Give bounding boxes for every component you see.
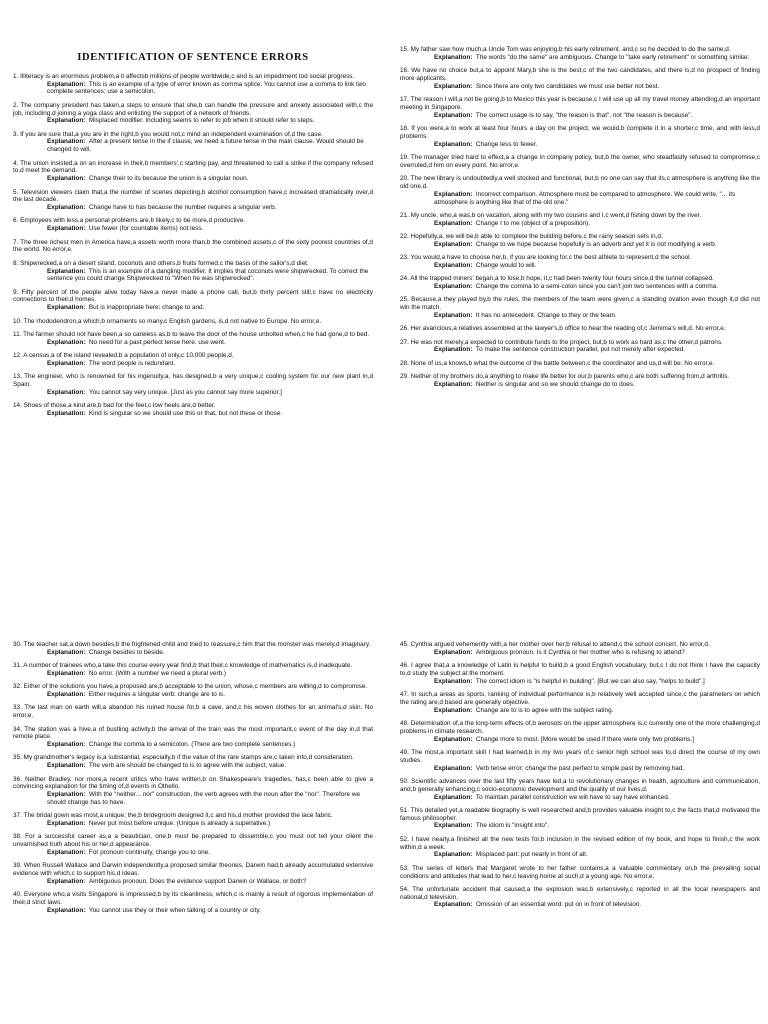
question-item — [400, 233, 760, 249]
question-text: 54. The unfortunate accident that caused,a the explosion was,b extensively,c reported in all the local newspapers and national,d television. — [400, 885, 760, 901]
question-item — [400, 339, 760, 355]
explanation — [13, 175, 373, 183]
explanation-label: Explanation: — [434, 219, 473, 227]
explanation — [400, 283, 760, 291]
question-item — [13, 754, 373, 770]
explanation-label: Explanation: — [434, 346, 473, 354]
explanation-label: Explanation: — [47, 338, 86, 346]
explanation-label: Explanation: — [47, 80, 86, 88]
explanation-text: Misplaced part: put nearly in front of all. — [475, 851, 588, 859]
explanation — [13, 138, 373, 154]
explanation-text: Omission of an essential word: put on in front of television. — [475, 901, 642, 909]
question-item — [400, 325, 760, 333]
explanation-label: Explanation: — [47, 691, 86, 699]
explanation-text: Change besides to beside. — [88, 648, 165, 656]
question-text: 32. Either of the solutions you have,a proposed are,b acceptable to the union, whose,c members are willing,d to compromise. — [13, 683, 368, 691]
question-text: 21. My uncle, who,a was,b on vacation, along with my two cousins and I,c went,d fishing down by the river. — [400, 211, 702, 219]
question-text: 9. Fifty percent of the people alive today have,a never made a phone call, but,b thirty percent still,c have no electricity connections to their,d homes. — [13, 288, 373, 304]
question-item — [13, 402, 373, 418]
explanation-text: This is an example of a type of error known as comma splice. You cannot use a comma to link two complete sentences; use a semicolon. — [47, 80, 366, 96]
explanation-text: The word people is redundant. — [88, 359, 176, 367]
explanation-text: Kind is singular so we should use this or that, but not these or those. — [88, 409, 283, 417]
question-text: 53. The series of letters that Margaret wrote to her father contains,a a valuable commentary on,b the prevailing social conditions and attitudes that lead to her,c leaving home at such,d a young age. No error,e. — [400, 864, 760, 880]
explanation-label: Explanation: — [434, 190, 473, 198]
question-item — [400, 46, 760, 62]
question-text: 22. Hopefully,a, we will be,b able to complete the building before,c the rainy season sets in,d. — [400, 232, 663, 240]
question-text: 13. The engineer, who is renowned for his ingenuity,a, has designed,b a very unique,c cooling system for our new plant in,d Spain. — [13, 373, 373, 388]
explanation-text: The correct usage is to say, "the reason is that", not "the reason is because". — [475, 111, 693, 119]
question-text: 28. None of us,a knows,b what the outcome of the battle between,c the coordinator and us,d will be. No error,e. — [400, 359, 715, 367]
question-text: 27. He was not merely,a expected to contribute funds to the project, but,b to work as hard as,c the other,d patrons. — [400, 338, 723, 346]
explanation-text: Change have to has because the number requires a singular verb. — [88, 204, 277, 212]
question-text: 40. Everyone who,a visits Singapore is impressed,b by its cleanliness, which,c is mainly a result of rigorous implementation of their,d strict laws. — [13, 891, 373, 907]
explanation — [400, 794, 760, 802]
explanation-label: Explanation: — [434, 677, 473, 685]
question-text: 38. For a successful career as,a a beautician, one,b must be prepared to dissemble,c you must not tell your client the unvarnished truth about his or her,d appearance. — [13, 833, 373, 849]
explanation-label: Explanation: — [47, 820, 86, 828]
explanation-label: Explanation: — [47, 849, 86, 857]
question-text: 17. The reason I will,a not be going,b to Mexico this year is because,c I will use up all my travel money attending,d an important meeting in Singapore. — [400, 96, 760, 111]
explanation-text: The words "do the same" are ambiguous. Change to "take early retirement" or something similar. — [475, 53, 750, 61]
question-text: 29. Neither of my brothers do,a anything to make life better for our,b parents who,c are both suffering from,d arthritis. — [400, 373, 730, 380]
question-item — [13, 189, 373, 212]
explanation — [13, 204, 373, 212]
question-item — [13, 726, 373, 749]
question-item — [13, 833, 373, 856]
question-text: 48. Determination of,a the long-term effects of,b aerosols on the upper atmosphere is,c currently one of the more challenging,d problems in climate research. — [400, 720, 760, 735]
question-text: 12. A census,a of the island revealed,b a population of only,c 10,000 people,d. — [13, 352, 234, 360]
explanation-text: This is an example of a dangling modifier. It implies that coconuts were shipwrecked. To correct the sentence you could change Shipwrecked to "When he was shipwrecked". — [47, 267, 369, 283]
question-text: 26. Her avaricious,a relatives assembled at the lawyer's,b office to hear the reading of,c Jemima's will,d. No error,e. — [400, 325, 726, 333]
question-text: 45. Cynthia argued vehemently with,a her mother over her,b refusal to attend,c the school concert. No error,d. — [400, 641, 710, 648]
column-questions-30-40 — [13, 641, 373, 920]
question-text: 36. Neither Bradley, nor more,a recent critics who have written,b on Shakespeare's tragedies, has,c been able to give a convincing explanation for the timing of,d events in Othello. — [13, 775, 373, 791]
question-item — [13, 239, 373, 255]
question-item — [400, 212, 760, 228]
explanation-label: Explanation: — [434, 706, 473, 714]
explanation-text: Change would to will. — [475, 261, 537, 269]
explanation-label: Explanation: — [434, 735, 473, 743]
question-item — [13, 102, 373, 125]
explanation — [400, 83, 760, 91]
explanation-label: Explanation: — [47, 175, 86, 183]
explanation-label: Explanation: — [47, 409, 86, 417]
explanation-text: The idiom is "insight into". — [475, 822, 550, 830]
explanation-text: Neither is singular and so we should change do to does. — [475, 380, 635, 388]
explanation-text: To make the sentence construction parallel, put not merely after expected. — [475, 346, 686, 354]
explanation-label: Explanation: — [47, 225, 86, 233]
explanation-text: It has no antecedent. Change to they or the team. — [475, 311, 617, 319]
explanation — [13, 117, 373, 125]
explanation — [400, 649, 760, 657]
explanation — [400, 191, 760, 207]
question-text: 46. I agree that,a a knowledge of Latin is helpful to build,b a good English vocabulary, but,c I do not think I have the capacity to,d study the subject at the moment. — [400, 662, 760, 677]
explanation-label: Explanation: — [47, 267, 86, 275]
question-text: 47. In such,a areas as sports, ranking of individual performance is,b relatively well accepted since,c the parameters on which the rating are,d based are generally objective. — [400, 691, 760, 706]
explanation-label: Explanation: — [47, 138, 86, 146]
explanation — [13, 304, 373, 312]
question-item — [400, 275, 760, 291]
explanation-text: Either requires a singular verb: change are to is. — [88, 691, 225, 699]
explanation-text: Change I to me (object of a preposition). — [475, 219, 590, 227]
explanation — [13, 907, 373, 915]
explanation — [13, 649, 373, 657]
question-text: 7. The three richest men in America have,a assets worth more than,b the combined assets,c of the sixty poorest countries of,d the world. No error,e. — [13, 238, 373, 254]
explanation-text: The correct idiom is "is helpful in building". [But we can also say, "helps to build".] — [475, 677, 705, 685]
question-text: 31. A number of trainees who,a take this course every year find,b that their,c knowledge of mathematics is,d inadequate. — [13, 662, 353, 670]
question-text: 35. My grandmother's legacy is,a substantial, especially,b if the value of the rare stamps are,c taken into,d consideration. — [13, 754, 354, 762]
explanation-text: Since there are only two candidates we must use better not best. — [475, 82, 660, 90]
explanation-label: Explanation: — [47, 791, 86, 799]
question-text: 4. The union insisted,a on an increase in their,b members',c starting pay, and threatened to call a strike if the company refused to,d meet the demand. — [13, 159, 373, 175]
question-item — [13, 862, 373, 885]
explanation-label: Explanation: — [47, 741, 86, 749]
question-text: 50. Scientific advances over the last fifty years have led,a to revolutionary changes in health, agriculture and communication, and,b generally enhancing,c socio-economic development and the quality of our lives,d. — [400, 777, 760, 793]
explanation-text: Change the comma to a semicolon. (There are two complete sentences.) — [88, 741, 296, 749]
question-text: 37. The bridal gown was most,a unique; the,b bridegroom designed it,c and his,d mother provided the lace fabric. — [13, 812, 333, 820]
question-text: 51. This detailed yet,a readable biography is well researched and,b provides valuable insight to,c the facts that,d motivated the famous philosopher. — [400, 806, 760, 822]
explanation-text: Use fewer (for countable items) not less. — [88, 225, 204, 233]
explanation — [400, 765, 760, 773]
explanation-label: Explanation: — [434, 851, 473, 859]
explanation — [13, 820, 373, 828]
explanation-label: Explanation: — [47, 117, 86, 125]
question-item — [13, 683, 373, 699]
question-item — [13, 704, 373, 720]
question-text: 1. Illiteracy is an enormous problem,a it affectsb millions of people worldwide,c and is an impediment tod social progress. — [13, 72, 355, 80]
question-text: 30. The teacher sat,a down besides,b the frightened child and tried to reassure,c him that the monster was merely,d imaginary. — [13, 641, 371, 648]
explanation — [13, 389, 373, 397]
question-text: 18. If you were,a to work at least four hours a day on the project, we would,b complete it in a shorter,c time, and with less,d problems. — [400, 125, 760, 140]
explanation-label: Explanation: — [47, 878, 86, 885]
explanation-text: No error. (With a number we need a plural verb.) — [88, 669, 227, 677]
question-text: 16. We have no choice but,a to appoint Mary,b she is the best,c of the two candidates, and there is,d no prospect of finding more applicants. — [400, 67, 760, 82]
explanation-text: Change less to fewer. — [475, 140, 538, 148]
explanation-text: You cannot say very unique. [Just as you cannot say more superior.] — [88, 388, 282, 396]
explanation — [400, 678, 760, 686]
explanation-text: Change are to is to agree with the subject rating. — [475, 706, 614, 714]
question-item — [400, 886, 760, 909]
explanation-label: Explanation: — [47, 906, 86, 914]
question-text: 34. The station was a hive,a of bustling activity,b the arrival of the train was the most important,c event of the day in,d that remote place. — [13, 725, 373, 741]
question-text: 14. Shoes of those,a kind are,b bad for the feet,c low heels are,d better. — [13, 402, 216, 410]
explanation-text: But is inappropriate here; change to and. — [88, 304, 205, 312]
question-item — [400, 865, 760, 881]
explanation — [13, 791, 373, 807]
explanation — [400, 241, 760, 249]
question-text: 49. The most,a important skill I had learned,b in my two years of,c senior high school was to,d direct the course of my own studies. — [400, 748, 760, 764]
column-questions-1-14 — [13, 46, 373, 423]
explanation-text: Ambiguous pronoun. Is it Cynthia or her mother who is refusing to attend? — [475, 648, 685, 656]
explanation-label: Explanation: — [434, 901, 473, 909]
question-text: 10. The rhododendron,a which,b ornaments so many,c English gardens, is,d not native to Europe. No error,e. — [13, 317, 322, 325]
explanation — [13, 410, 373, 418]
explanation-label: Explanation: — [434, 764, 473, 772]
explanation — [400, 381, 760, 389]
question-item — [400, 807, 760, 830]
explanation — [400, 112, 760, 120]
explanation — [13, 849, 373, 857]
explanation — [13, 339, 373, 347]
question-item — [400, 154, 760, 170]
question-item — [13, 160, 373, 183]
column-questions-15-29 — [400, 46, 760, 394]
explanation — [400, 262, 760, 270]
question-text: 23. You would,a have to choose her,b, if you are looking for,c the best athlete to represent,d the school. — [400, 254, 692, 262]
explanation-text: To maintain parallel construction we will have to say have enhanced. — [475, 793, 670, 801]
explanation — [13, 81, 373, 97]
question-text: 33. The last man on earth will,a abandon his ruined house for,b a cave, and,c his woven clothes for an animal's,d skin. No error,e. — [13, 704, 373, 720]
question-item — [13, 131, 373, 154]
explanation-text: No need for a past perfect tense here: use went. — [88, 338, 226, 346]
explanation — [400, 220, 760, 228]
explanation-text: Never put most before unique. (Unique is already a superlative.) — [88, 820, 271, 828]
question-item — [13, 891, 373, 914]
question-item — [400, 175, 760, 206]
explanation — [13, 360, 373, 368]
question-item — [400, 749, 760, 772]
page-title: IDENTIFICATION OF SENTENCE ERRORS — [77, 52, 309, 63]
question-item — [400, 360, 760, 368]
explanation-label: Explanation: — [434, 822, 473, 830]
explanation — [13, 225, 373, 233]
question-item — [13, 73, 373, 96]
explanation-label: Explanation: — [434, 283, 473, 290]
question-item — [400, 691, 760, 714]
question-text: 20. The new library is undoubtedly,a well stocked and functional, but,b no one can say that its,c atmosphere is anything like the old one,d. — [400, 175, 760, 190]
explanation-text: Incorrect comparison. Atmosphere must be compared to atmosphere. We could write, "... its atmosphere is anything like that of the old one." — [434, 190, 736, 206]
question-text: 2. The company president has taken,a steps to ensure that she,b can handle the pressure and anxiety associated with,c the job, including,d joining a yoga class and enlisting the support of a network of friends. — [13, 101, 373, 117]
question-item — [400, 67, 760, 90]
explanation — [13, 670, 373, 678]
explanation-text: Verb tense error: change the past perfect to simple past by removing had. — [475, 764, 685, 772]
explanation — [13, 762, 373, 770]
explanation-text: Ambiguous pronoun. Does the evidence support Darwin or Wallace, or both? — [88, 878, 307, 885]
question-item — [13, 289, 373, 312]
explanation — [13, 741, 373, 749]
question-text: 8. Shipwrecked,a on a desert island, coconuts and others,b fruits formed,c the basis of the sailor's,d diet. — [13, 259, 309, 267]
explanation-text: Change their to its because the union is a singular noun. — [88, 175, 249, 183]
explanation — [13, 268, 373, 284]
question-text: 3. If you are sure that,a you are in the right,b you would not,c mind an independent examination of,d the case. — [13, 130, 323, 138]
question-item — [400, 662, 760, 685]
question-text: 24. All the trapped miners' began,a to lose,b hope, it,c had been twenty four hours since,d the tunnel collapsed. — [400, 275, 714, 283]
explanation-text: Change to we hope because hopefully is an adverb and yet it is not modifying a verb. — [475, 240, 717, 248]
explanation-label: Explanation: — [47, 359, 86, 367]
question-item — [400, 641, 760, 657]
question-item — [13, 776, 373, 807]
question-text: 19. The manager tried hard to effect,a a change in company policy, but,b the owner, who steadfastly refused to compromise,c overruled,d him on every point. No error,e. — [400, 153, 760, 169]
explanation — [13, 878, 373, 886]
question-item — [13, 352, 373, 368]
question-item — [400, 125, 760, 148]
question-item — [13, 260, 373, 283]
explanation-label: Explanation: — [434, 311, 473, 319]
explanation-label: Explanation: — [47, 388, 86, 396]
explanation-label: Explanation: — [47, 669, 86, 677]
question-item — [13, 373, 373, 396]
question-item — [400, 778, 760, 801]
explanation — [13, 691, 373, 699]
question-text: 6. Employees with less,a personal problems are,b likely,c to be more,d productive. — [13, 217, 246, 225]
question-item — [13, 812, 373, 828]
explanation — [400, 707, 760, 715]
question-item — [400, 836, 760, 859]
question-item — [400, 720, 760, 743]
question-text: 52. I have nearly,a finished all the new tests for,b inclusion in the revised edition of my book, and hope to finish,c the work within,d a week. — [400, 835, 760, 851]
explanation-label: Explanation: — [47, 648, 86, 656]
question-item — [400, 254, 760, 270]
question-item — [13, 217, 373, 233]
explanation — [400, 901, 760, 909]
explanation — [400, 851, 760, 859]
explanation-label: Explanation: — [434, 380, 473, 388]
explanation-label: Explanation: — [434, 53, 473, 61]
question-item — [400, 296, 760, 319]
explanation-text: The verb are should be changed to is to agree with the subject, value. — [88, 762, 287, 770]
explanation-label: Explanation: — [434, 648, 473, 656]
explanation-label: Explanation: — [434, 82, 473, 90]
explanation-label: Explanation: — [47, 762, 86, 770]
explanation-text: Change more to most. [More would be used if there were only two problems.] — [475, 735, 695, 743]
explanation-text: For pronoun continuity, change you to one. — [88, 849, 210, 857]
question-text: 5. Television viewers claim that,a the number of scenes depicting,b alcohol consumption have,c increased dramatically over,d the last decade. — [13, 188, 373, 204]
explanation-label: Explanation: — [434, 111, 473, 119]
explanation-label: Explanation: — [434, 793, 473, 801]
question-item — [400, 96, 760, 119]
column-questions-45-54 — [400, 641, 760, 915]
question-item — [13, 331, 373, 347]
explanation-text: Change the comma to a semi-colon since you can't join two sentences with a comma. — [475, 283, 718, 290]
question-item — [13, 641, 373, 657]
explanation-label: Explanation: — [47, 204, 86, 212]
question-item — [400, 373, 760, 389]
question-item — [13, 662, 373, 678]
explanation-label: Explanation: — [434, 240, 473, 248]
explanation — [400, 736, 760, 744]
explanation-label: Explanation: — [47, 304, 86, 312]
question-text: 15. My father saw how much,a Uncle Tom was enjoying,b his early retirement, and,c so he decided to do the same,d. — [400, 46, 731, 53]
explanation — [400, 312, 760, 320]
explanation — [400, 822, 760, 830]
explanation-text: With the "neither... nor" construction, the verb agrees with the noun after the "nor". Therefore we should change has to have. — [47, 791, 361, 806]
question-item — [13, 318, 373, 326]
explanation-label: Explanation: — [434, 140, 473, 148]
explanation-text: You cannot use they or their when talking of a country or city. — [88, 906, 261, 914]
explanation-label: Explanation: — [434, 261, 473, 269]
explanation — [400, 54, 760, 62]
explanation-text: After a present tense in the if clause, we need a future tense in the main clause. Would should be changed to will. — [47, 138, 364, 154]
question-text: 39. When Russell Wallace and Darwin independently,a proposed similar theories, Darwin had,b already accumulated extensive evidence with which,c to support his,d ideas. — [13, 862, 373, 878]
explanation-text: Misplaced modifier. Including seems to refer to job when it should refer to steps. — [88, 117, 315, 125]
question-text: 11. The farmer should not have been,a so careless as,b to leave the door of the house unbolted when,c he had gone,d to bed. — [13, 330, 370, 338]
explanation — [400, 346, 760, 354]
explanation — [400, 141, 760, 149]
question-text: 25. Because,a they played by,b the rules, the members of the team were given,c a standing ovation even though it,d did not win the match. — [400, 296, 760, 312]
